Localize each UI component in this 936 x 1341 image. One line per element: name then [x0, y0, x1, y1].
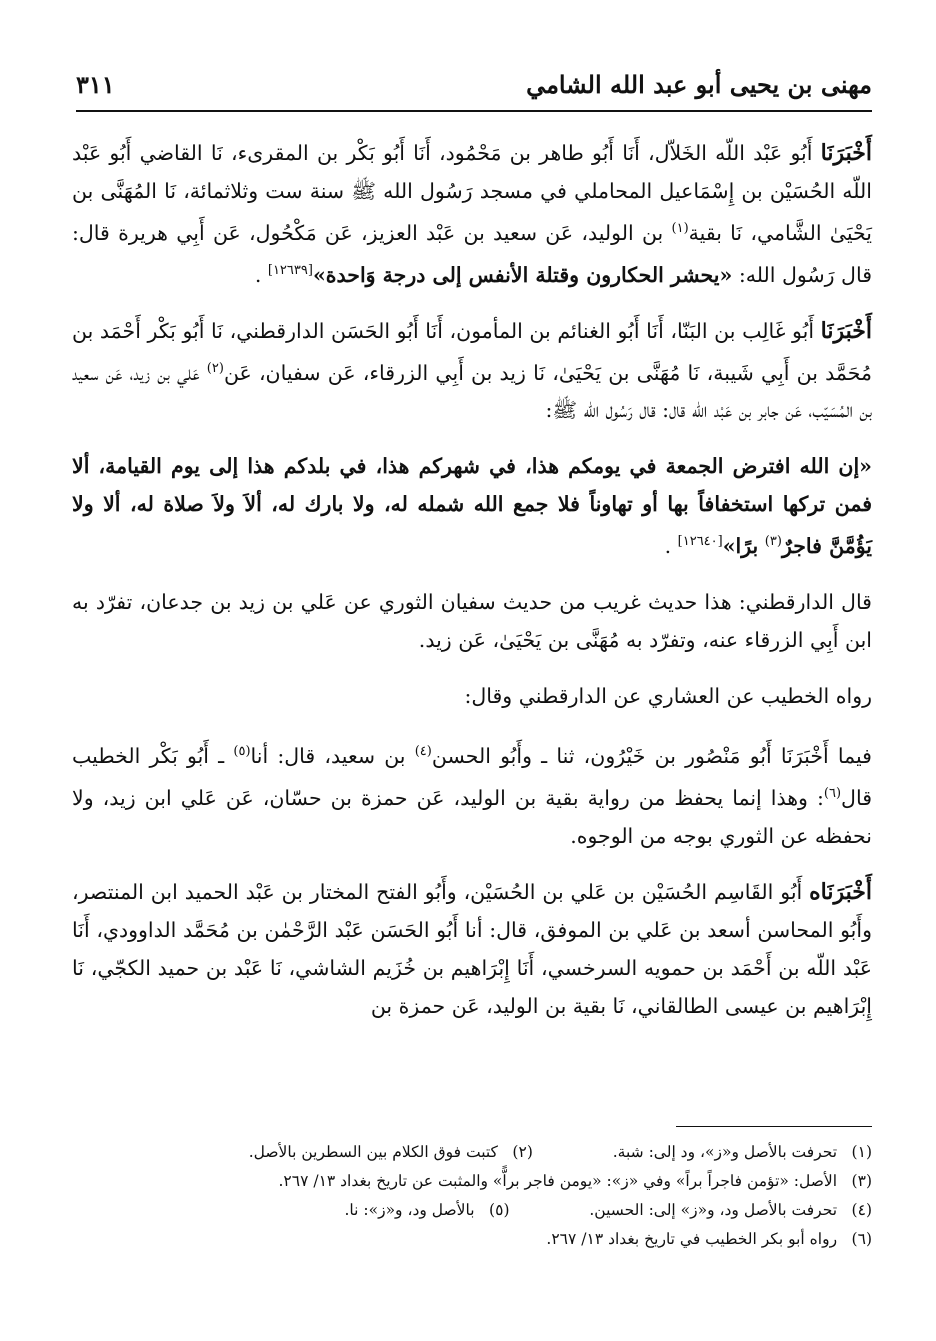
paragraph-text: ـ أَبُو بَكْر الخطيب قال — [72, 744, 872, 810]
footnote-text: كتبت فوق الكلام بين السطرين بالأصل. — [248, 1143, 498, 1161]
running-title: مهنى بن يحيى أبو عبد الله الشامي — [526, 70, 872, 99]
paragraph-text: رواه الخطيب عن العشاري عن الدارقطني وقال: — [464, 684, 872, 709]
page-header — [76, 66, 872, 112]
footnote-line — [76, 1167, 872, 1196]
main-text — [72, 134, 872, 1043]
footnote-text: تحرفت بالأصل و«ز»، ود إلى: شبة. — [612, 1143, 838, 1161]
footnote-line — [76, 1196, 872, 1225]
lead-word: أَخْبَرَنَاه — [809, 878, 872, 905]
page-number: ٣١١ — [76, 70, 115, 99]
paragraph-5 — [72, 677, 872, 715]
footnote-number: (٤) — [851, 1201, 872, 1219]
paragraph-text: عَلي بن زيد، عَن سعيد بن المُسَيّب، عَن جابر بن عَبْد اللّه قال: قال رَسُول الله ﷺ: — [72, 360, 872, 423]
hadith-ref: [١٢٦٤٠] — [677, 534, 723, 550]
footnote-marker: (١) — [671, 221, 689, 236]
hadith-text: برًا» — [722, 534, 759, 559]
paragraph-2 — [72, 312, 872, 430]
header-rule — [76, 110, 872, 112]
hadith-text: «إن الله افترض الجمعة في يومكم هذا، في شهركم هذا، في بلدكم هذا إلى يوم القيامة، ألا فمن تركها استخفافاً بها أو تهاوناً فلا جمع الله شمله له، ولا بارك له، ألاَ ولاَ صلاة له، ألا ولا يَؤُمَّنَّ فاجرٌ — [72, 454, 872, 559]
footnote-rule — [676, 1126, 872, 1127]
footnote-text: الأصل: «تؤمن فاجراً براً» وفي «ز»: «يومن فاجر براًّ» والمثبت عن تاريخ بغداد ١٣/ ٢٦٧. — [278, 1172, 838, 1190]
footnote-number: (١) — [851, 1143, 872, 1161]
paragraph-text: أَبُو عَبْد اللّه الخَلاّل، أَنَا أَبُو طاهر بن مَحْمُود، أَنَا أَبُو بَكْر بن المقرىء، نَا القاضي أَبُو عَبْد اللّه الحُسَيْن بن إِسْمَاعيل المحاملي في مسجد رَسُول الله ﷺ سنة ست وثلاثمائة، نَا المُهَنَّى بن يَحْيَىٰ الشَّامي، نَا بقية — [72, 141, 872, 245]
footnote-line — [76, 1138, 872, 1167]
footnote-marker: (٤) — [414, 744, 432, 760]
paragraph-4 — [72, 583, 872, 659]
lead-word: أَخْبَرَنَا — [820, 140, 872, 166]
footnote-text: رواه أبو بكر الخطيب في تاريخ بغداد ١٣/ ٢٦٧. — [546, 1230, 838, 1248]
footnotes — [76, 1138, 872, 1254]
paragraph-text: بن الوليد، عَن سعيد بن عَبْد العزيز، عَن مَكْحُول، عَن أَبِي هريرة قال: قال رَسُول الله: — [72, 220, 872, 287]
footnote-text: تحرفت بالأصل ود، و«ز» إلى: الحسين. — [589, 1201, 838, 1219]
footnote-number: (٦) — [851, 1230, 872, 1248]
paragraph-text: : وهذا إنما يحفظ من رواية بقية بن الوليد، عَن حمزة بن حسّان، عَن عَلي ابن زيد، ولا نحفظه عن الثوري بوجه من الوجوه. — [72, 785, 872, 848]
footnote-line — [76, 1225, 872, 1254]
footnote-number: (٣) — [851, 1172, 872, 1190]
paragraph-end: . — [664, 534, 672, 559]
paragraph-1 — [72, 134, 872, 294]
paragraph-text: بن سعيد، قال: أنا — [250, 744, 406, 769]
hadith-text: «يحشر الحكارون وقتلة الأنفس إلى درجة وَاحدة» — [312, 262, 733, 287]
paragraph-end: . — [254, 262, 262, 287]
footnote-number: (٢) — [512, 1143, 533, 1161]
paragraph-6 — [72, 733, 872, 855]
paragraph-3 — [72, 447, 872, 565]
paragraph-text: أَبُو القَاسِم الحُسَيْن بن عَلي بن الحُسَيْن، وأَبُو الفتح المختار بن عَبْد الحميد ابن المنتصر، وأَبُو المحاسن أسعد بن عَلي بن الموفق، قال: أنا أَبُو الحَسَن عَبْد الرَّحْمٰن بن مُحَمَّد الداوودي، أَنَا عَبْد اللّه بن أَحْمَد بن حمويه السرخسي، أَنَا إِبْرَاهيم بن خُزَيم الشاشي، نَا عَبْد بن حميد الكجّي، نَا إِبْرَاهيم بن عيسى الطالقاني، نَا بقية بن الوليد، عَن حمزة بن — [72, 879, 872, 1018]
lead-word: أَخْبَرَنَا — [820, 317, 872, 344]
paragraph-text: قال الدارقطني: هذا حديث غريب من حديث سفيان الثوري عن عَلي بن زيد بن جدعان، تفرّد به ابن أَبِي الزرقاء عنه، وتفرّد به مُهَنَّى بن يَحْيَىٰ، عَن زيد. — [72, 590, 872, 653]
hadith-ref: [١٢٦٣٩] — [267, 262, 313, 278]
footnote-marker: (٥) — [233, 744, 251, 760]
footnote-marker: (٦) — [823, 786, 842, 802]
paragraph-text: أَبُو غَالِب بن البَنّا، أَنَا أَبُو الغنائم بن المأمون، أَنَا أَبُو الحَسَن الدارقطني، نَا أَبُو بَكْر أَحْمَد بن مُحَمَّد بن أَبِي شَيبة، نَا مُهَنَّى بن يَحْيَىٰ، نَا زيد بن أَبِي الزرقاء، عَن سفيان، عَن — [72, 318, 872, 385]
paragraph-text: فيما أَخْبَرَنَا أَبُو مَنْصُور بن خَيْرُون، ثنا ـ وأَبُو الحسن — [431, 744, 872, 769]
footnote-marker: (٢) — [206, 360, 224, 376]
footnote-text: بالأصل ود، و«ز»: نا. — [344, 1201, 475, 1219]
footnote-marker: (٣) — [764, 534, 782, 550]
paragraph-7 — [72, 873, 872, 1025]
footnote-number: (٥) — [489, 1201, 510, 1219]
